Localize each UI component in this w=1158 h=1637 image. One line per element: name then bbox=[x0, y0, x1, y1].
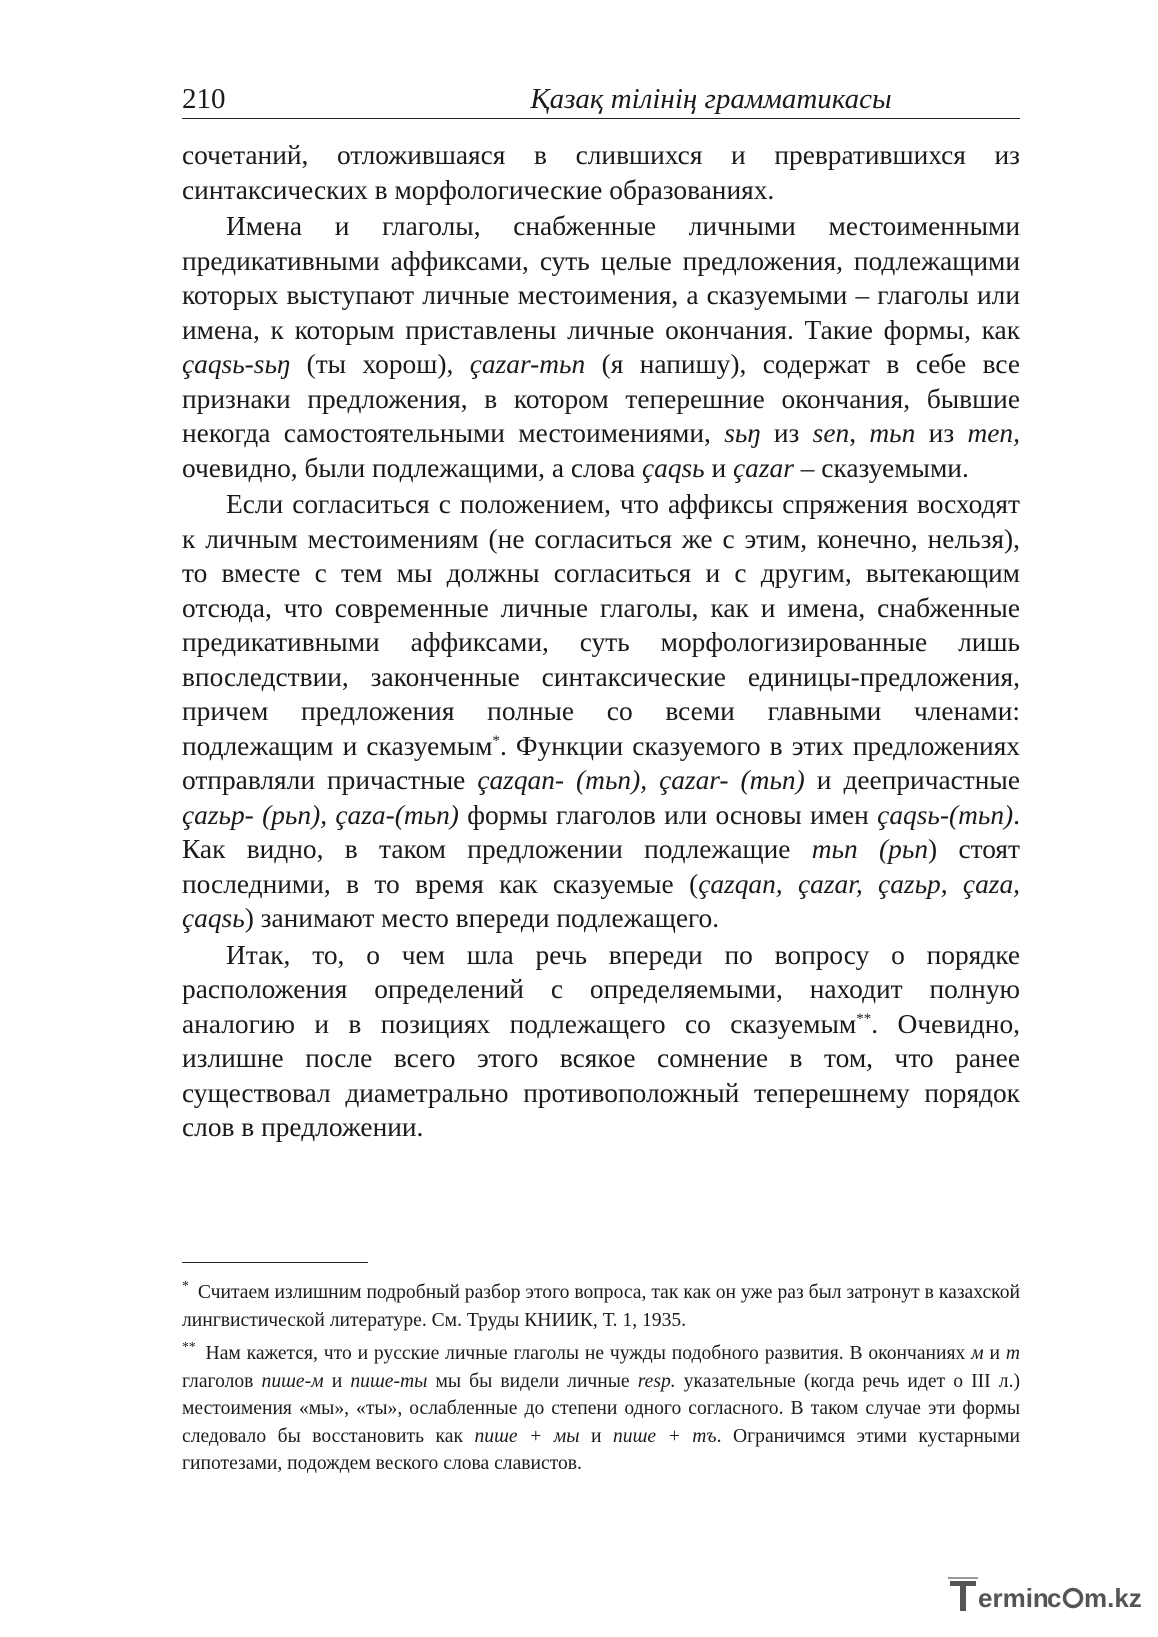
italic-term: çazqan, çazar, çazьр, çaza, çaqsь bbox=[182, 868, 1020, 933]
text-run: и bbox=[579, 1425, 613, 1447]
italic-term: пише-ты bbox=[350, 1370, 428, 1392]
italic-term: men, bbox=[967, 418, 1020, 448]
text-run: из bbox=[915, 418, 968, 448]
paragraph-4 bbox=[182, 938, 1020, 1145]
text-run: указательные (когда речь идет о III л.) местоимения «мы», «ты», ослабленные до степени одного согласного. В таком случае эти формы следовало бы восстановить как bbox=[182, 1370, 1020, 1447]
footnote-divider bbox=[182, 1262, 368, 1263]
paragraph-3 bbox=[182, 487, 1020, 936]
italic-term: sen bbox=[812, 418, 850, 448]
text-run: – сказуемыми. bbox=[793, 452, 969, 483]
italic-term: пише + тъ bbox=[613, 1425, 717, 1447]
page-number: 210 bbox=[182, 83, 226, 115]
text-run: (я напишу), содержат в себе все признаки предложения, в котором теперешние окончания, бывшие некогда самостоятельными местоимениями, bbox=[182, 349, 1021, 448]
text-run: мы бы видели личные bbox=[427, 1370, 638, 1392]
text-run: (ты хорош), bbox=[290, 349, 470, 379]
italic-term: çaqsь-sьŋ bbox=[182, 349, 291, 379]
text-run: и bbox=[704, 452, 734, 483]
italic-term: тьn (рьn bbox=[811, 834, 929, 864]
text-run: и bbox=[983, 1343, 1006, 1364]
text-run: . Очевидно, излишне после всего этого всякое сомнение в том, что ранее существовал диаметрально противоположный теперешнему порядок слов в предложении. bbox=[182, 1008, 1021, 1142]
footnote-1-text: Считаем излишним подробный разбор этого вопроса, так как он уже раз был затронут в казахской лингвистической литературе. См. Труды КНИИК, Т. 1, 1935. bbox=[182, 1282, 1020, 1331]
italic-term: çaqsь bbox=[641, 452, 705, 483]
paragraph-2 bbox=[182, 209, 1020, 485]
italic-term: пише-м bbox=[261, 1370, 324, 1392]
footnotes bbox=[182, 1279, 1020, 1484]
text-run: формы глаголов или основы имен bbox=[458, 799, 878, 830]
text-run: и деепричастные bbox=[804, 765, 1020, 795]
italic-term: м bbox=[971, 1343, 984, 1364]
footnote-2 bbox=[182, 1340, 1020, 1478]
watermark-logo-graphic bbox=[946, 1573, 1142, 1617]
italic-term: пише + мы bbox=[474, 1425, 580, 1447]
text-run: из bbox=[760, 418, 813, 448]
italic-term: çazar bbox=[733, 452, 794, 483]
svg-text:m.kz: m.kz bbox=[1084, 1583, 1142, 1613]
text-run: . Ограничимся этими кустарными гипотезами, подождем веского слова славистов. bbox=[182, 1425, 1020, 1474]
text-run: ) занимают место впереди подлежащего. bbox=[244, 903, 720, 933]
svg-text:ermin: ermin bbox=[978, 1583, 1049, 1613]
paragraph-1 bbox=[182, 138, 1020, 207]
italic-term: sьŋ bbox=[724, 418, 761, 448]
text-run: очевидно, были подлежащими, а слова bbox=[182, 452, 642, 483]
main-text bbox=[182, 138, 1020, 1147]
italic-term: resp. bbox=[637, 1370, 676, 1392]
text-run: , bbox=[849, 418, 870, 448]
paragraph-1-text: сочетаний, отложившаяся в слившихся и превратившихся из синтаксических в морфологические образованиях. bbox=[182, 140, 1020, 205]
termincom-watermark-logo bbox=[946, 1573, 1142, 1617]
italic-term: çaqsь-(тьn) bbox=[877, 799, 1014, 830]
text-run: глаголов bbox=[182, 1370, 262, 1392]
text-run: Нам кажется, что и русские личные глаголы не чужды подобного развития. В окончаниях bbox=[199, 1343, 972, 1364]
footnote-1-mark: * bbox=[182, 1278, 189, 1294]
text-run: . Функции сказуемого в этих предложениях отправляли причастные bbox=[182, 730, 1020, 795]
text-run: и bbox=[323, 1370, 351, 1392]
text-run: Итак, то, о чем шла речь впереди по вопросу о порядке расположения определений с определяемыми, находит полную аналогию и в позициях подлежащего со сказуемым bbox=[182, 939, 1020, 1039]
svg-text:c: c bbox=[1047, 1583, 1062, 1613]
running-title: Қазақ тілінің грамматикасы bbox=[530, 83, 892, 115]
italic-term: т bbox=[1005, 1343, 1020, 1364]
text-run: Если согласиться с положением, что аффиксы спряжения восходят к личным местоимениям (не согласиться же с этим, конечно, нельзя), то вместе с тем мы должны согласиться и с другим, вытекающим отсюда, что современные личные глаголы, как и имена, снабженные предикативными аффиксами, суть морфологизированные лишь впоследствии, законченные синтаксические единицы-предложения, причем предложения полные со всеми главными членами: подлежащим и сказуемым bbox=[182, 489, 1020, 761]
italic-term: çazqan- (тьn), çazar- (тьn) bbox=[477, 765, 805, 795]
italic-term: çazьр- (рьn), çaza-(тьn) bbox=[182, 799, 459, 830]
text-run: ) стоят последними, в то время как сказуемые ( bbox=[182, 834, 1020, 899]
footnote-2-mark: ** bbox=[182, 1339, 196, 1355]
footnote-ref-2[interactable]: ** bbox=[856, 1010, 872, 1027]
running-header bbox=[182, 78, 1020, 119]
italic-term: тьn bbox=[869, 418, 916, 448]
text-run: . Как видно, в таком предложении подлежащие bbox=[182, 799, 1021, 864]
footnote-1 bbox=[182, 1279, 1020, 1334]
text-run: Имена и глаголы, снабженные личными местоименными предикативными аффиксами, суть целые предложения, подлежащими которых выступают личные местоимения, а сказуемыми – глаголы или имена, к которым приставлены личные окончания. Такие формы, как bbox=[182, 211, 1020, 345]
footnote-ref-1[interactable]: * bbox=[492, 732, 500, 749]
italic-term: çazar-тьn bbox=[469, 349, 586, 379]
